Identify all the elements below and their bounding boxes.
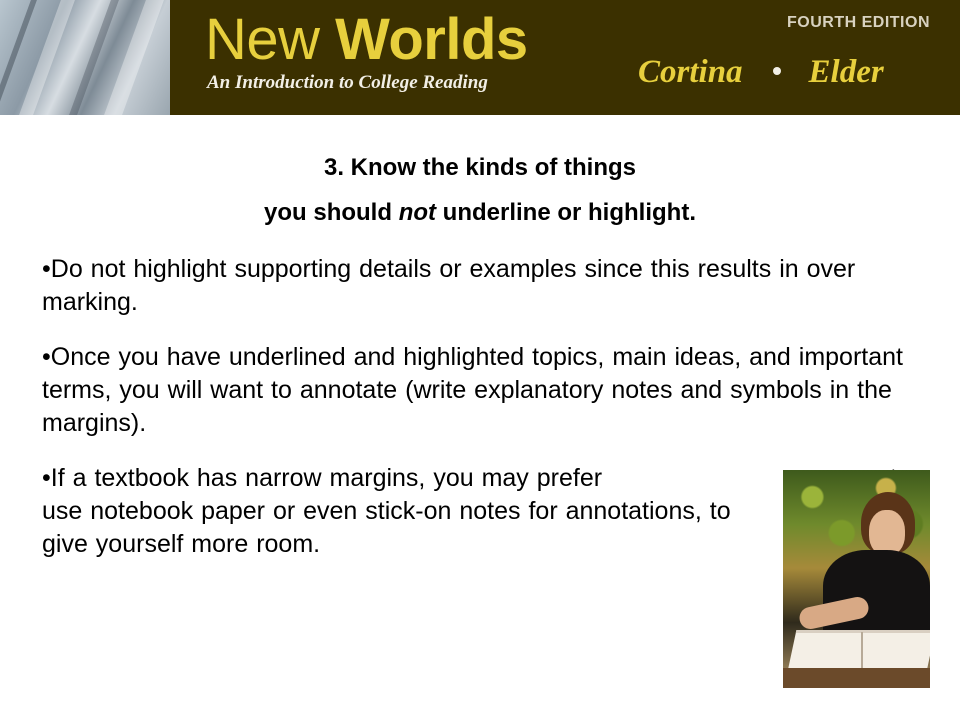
student-studying-photo xyxy=(783,470,930,688)
slide-heading-line2 xyxy=(0,199,960,227)
authors xyxy=(638,54,884,91)
header-banner xyxy=(0,0,960,115)
heading-text-before: you should xyxy=(264,199,399,226)
book-subtitle: An Introduction to College Reading xyxy=(207,72,488,93)
bullet-text: Do not highlight supporting details or examples since this results in over marking. xyxy=(42,255,856,316)
banner-building-photo xyxy=(0,0,170,115)
book-title xyxy=(205,8,528,72)
bullet-item xyxy=(42,253,912,319)
bullet-marker: • xyxy=(42,343,51,371)
bullet-marker: • xyxy=(42,464,51,492)
author-1: Cortina xyxy=(638,54,743,90)
bullet-item xyxy=(42,341,912,440)
book-title-word1: New xyxy=(205,7,320,72)
bullet-marker: • xyxy=(42,255,51,283)
bullet-text: If a textbook has narrow margins, you may prefer xyxy=(50,464,603,492)
heading-text-after: underline or highlight. xyxy=(436,199,696,226)
edition-label: FOURTH EDITION xyxy=(787,14,930,31)
heading-emphasis: not xyxy=(398,199,436,226)
book-title-word2: Worlds xyxy=(335,7,528,72)
bullet-text: Once you have underlined and highlighted topics, main ideas, and important terms, you will want to annotate (write explanatory notes and symbols in the margins). xyxy=(42,343,903,437)
author-2: Elder xyxy=(808,54,884,90)
bullet-separator-icon xyxy=(773,67,781,75)
bullet-item xyxy=(42,462,742,561)
slide-heading-line1: 3. Know the kinds of things xyxy=(324,154,636,181)
bullet-text-continued: use notebook paper or even stick-on notes for annotations, to give yourself more room. xyxy=(42,497,731,558)
